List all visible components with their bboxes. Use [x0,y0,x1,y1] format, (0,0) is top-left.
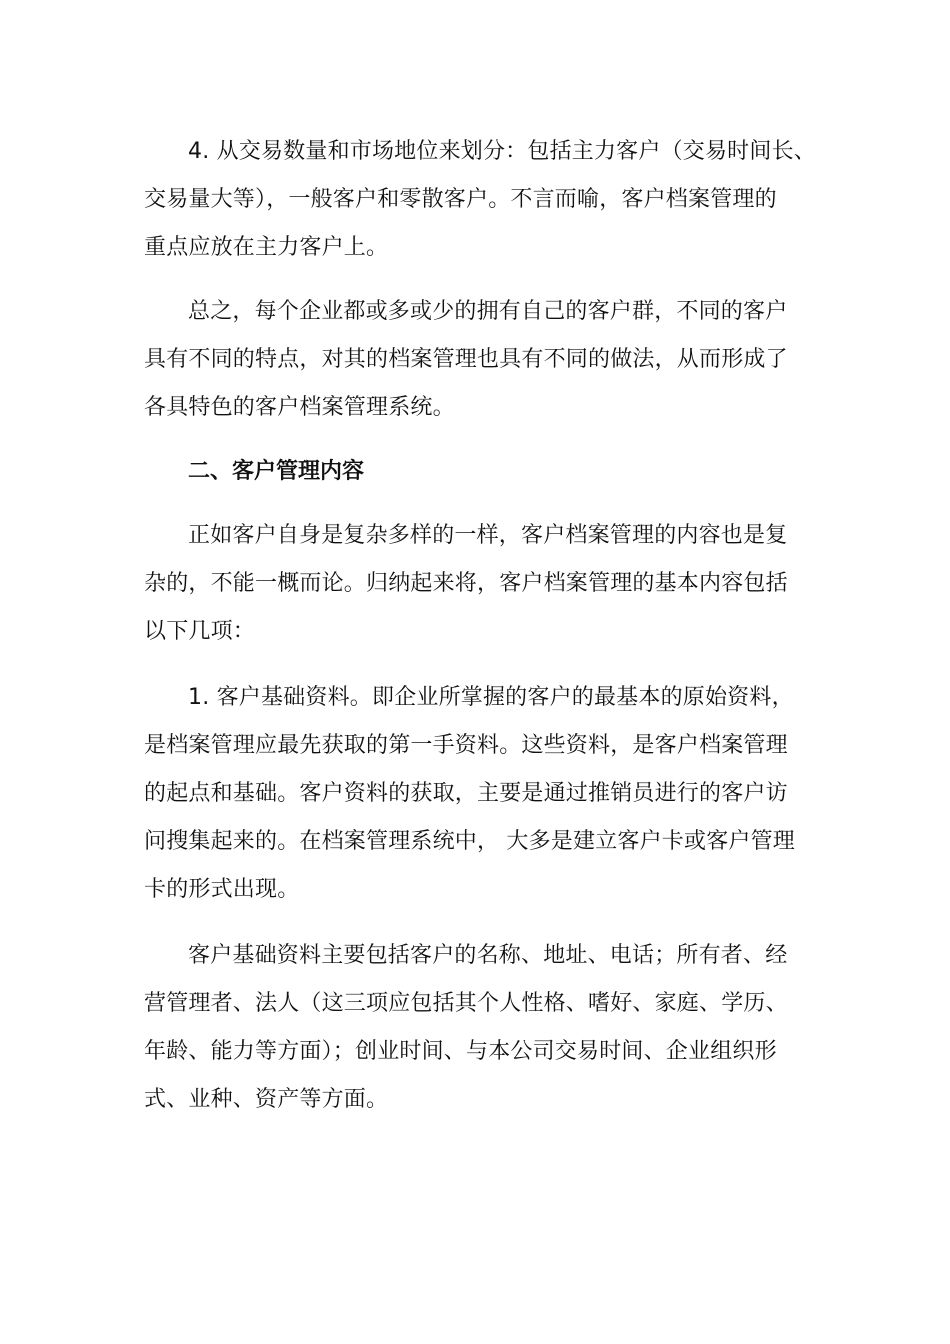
paragraph-line: 式、业种、资产等方面。 [144,1087,389,1112]
paragraph-basic-data-details [144,932,804,1124]
paragraph-line: 正如客户自身是复杂多样的一样，客户档案管理的内容也是复 [188,523,788,548]
paragraph-line: 问搜集起来的。在档案管理系统中， 大多是建立客户卡或客户管理 [144,829,795,854]
paragraph-line: 总之，每个企业都或多或少的拥有自己的客户群，不同的客户 [188,299,788,324]
paragraph-line: 重点应放在主力客户上。 [144,235,389,260]
paragraph-line: 交易量大等），一般客户和零散客户。不言而喻，客户档案管理的 [144,187,777,212]
paragraph-basic-data [144,674,804,914]
paragraph-line: 具有不同的特点，对其的档案管理也具有不同的做法，从而形成了 [144,347,788,372]
paragraph-line: 客户基础资料主要包括客户的名称、地址、电话；所有者、经 [188,943,788,968]
paragraph-line: 各具特色的客户档案管理系统。 [144,395,455,420]
paragraph-line: 卡的形式出现。 [144,877,300,902]
paragraph-line: 年龄、能力等方面）；创业时间、与本公司交易时间、企业组织形 [144,1039,777,1064]
paragraph-line: 是档案管理应最先获取的第一手资料。这些资料，是客户档案管理 [144,733,788,758]
paragraph-line: 的起点和基础。客户资料的获取，主要是通过推销员进行的客户访 [144,781,788,806]
paragraph-line: 1. 客户基础资料。即企业所掌握的客户的最基本的原始资料， [188,685,794,710]
paragraph-transaction-volume [144,128,816,272]
paragraph-content-intro [144,512,804,656]
paragraph-line: 营管理者、法人（这三项应包括其个人性格、嗜好、家庭、学历、 [144,991,788,1016]
paragraph-line: 4. 从交易数量和市场地位来划分：包括主力客户（交易时间长、 [188,139,816,164]
section-heading: 二、客户管理内容 [188,459,365,484]
paragraph-summary [144,288,804,432]
paragraph-line: 以下几项： [144,619,256,644]
paragraph-line: 杂的，不能一概而论。归纳起来将，客户档案管理的基本内容包括 [144,571,788,596]
